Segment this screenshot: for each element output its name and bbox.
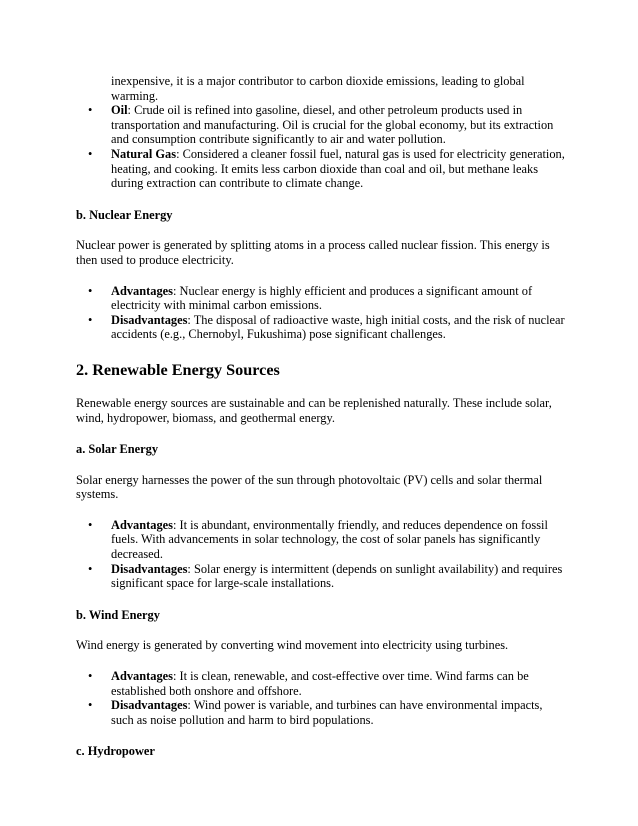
list-item bbox=[76, 313, 566, 342]
list-item bbox=[76, 562, 566, 591]
section-heading-solar: a. Solar Energy bbox=[76, 442, 159, 457]
fossil-fuel-bullets bbox=[76, 103, 566, 191]
bullet-text: : Wind power is variable, and turbines can have environmental impacts, such as noise pollution and harm to bird populations. bbox=[111, 698, 543, 727]
bullet-term: Disadvantages bbox=[111, 561, 188, 576]
paragraph-wind-intro: Wind energy is generated by converting wind movement into electricity using turbines. bbox=[76, 638, 509, 653]
bullet-text: : The disposal of radioactive waste, high initial costs, and the risk of nuclear accidents (e.g., Chernobyl, Fukushima) pose significant challenges. bbox=[111, 312, 565, 342]
paragraph-renewable-intro: Renewable energy sources are sustainable and can be replenished naturally. These include solar, wind, hydropower, biomass, and geothermal energy. bbox=[76, 395, 552, 425]
bullet-term: Disadvantages bbox=[111, 312, 188, 327]
bullet-text: : It is clean, renewable, and cost-effective over time. Wind farms can be established both onshore and offshore. bbox=[111, 669, 529, 698]
bullet-text: : Crude oil is refined into gasoline, diesel, and other petroleum products used in transportation and manufacturing. Oil is crucial for the global economy, but its extraction and consumption contribute significantly to air and water pollution. bbox=[111, 103, 554, 147]
bullet-term: Advantages bbox=[111, 517, 173, 532]
fossil-fuel-list bbox=[76, 74, 566, 103]
list-item bbox=[76, 103, 566, 147]
continuation-text: inexpensive, it is a major contributor to carbon dioxide emissions, leading to global warming. bbox=[111, 74, 525, 103]
section-heading-nuclear: b. Nuclear Energy bbox=[76, 207, 173, 222]
bullet-text: : Considered a cleaner fossil fuel, natural gas is used for electricity generation, heating, and cooking. It emits less carbon dioxide than coal and oil, but methane leaks during extraction can contribute to climate change. bbox=[111, 146, 565, 191]
section-heading-hydro: c. Hydropower bbox=[76, 744, 155, 759]
list-item bbox=[76, 147, 566, 191]
wind-bullets bbox=[76, 669, 566, 727]
bullet-term: Oil bbox=[111, 103, 128, 118]
list-item-continuation bbox=[76, 74, 566, 103]
bullet-term: Disadvantages bbox=[111, 698, 188, 713]
nuclear-bullets bbox=[76, 284, 566, 342]
bullet-text: : Solar energy is intermittent (depends on sunlight availability) and requires significant space for large-scale installations. bbox=[111, 561, 563, 591]
bullet-term: Advantages bbox=[111, 669, 173, 684]
paragraph-nuclear-intro: Nuclear power is generated by splitting atoms in a process called nuclear fission. This energy is then used to produce electricity. bbox=[76, 238, 550, 267]
list-item bbox=[76, 518, 566, 562]
list-item bbox=[76, 284, 566, 313]
list-item bbox=[76, 669, 566, 698]
bullet-text: : It is abundant, environmentally friendly, and reduces dependence on fossil fuels. With advancements in solar technology, the cost of solar panels has significantly decreased. bbox=[111, 517, 548, 562]
paragraph-solar-intro: Solar energy harnesses the power of the sun through photovoltaic (PV) cells and solar thermal systems. bbox=[76, 472, 543, 502]
list-item bbox=[76, 698, 566, 727]
section-heading-renewable: 2. Renewable Energy Sources bbox=[76, 360, 280, 379]
bullet-text: : Nuclear energy is highly efficient and produces a significant amount of electricity with minimal carbon emissions. bbox=[111, 283, 533, 313]
bullet-term: Advantages bbox=[111, 283, 173, 298]
page-content bbox=[76, 74, 566, 759]
solar-bullets bbox=[76, 518, 566, 591]
bullet-term: Natural Gas bbox=[111, 146, 177, 161]
section-heading-wind: b. Wind Energy bbox=[76, 607, 160, 622]
